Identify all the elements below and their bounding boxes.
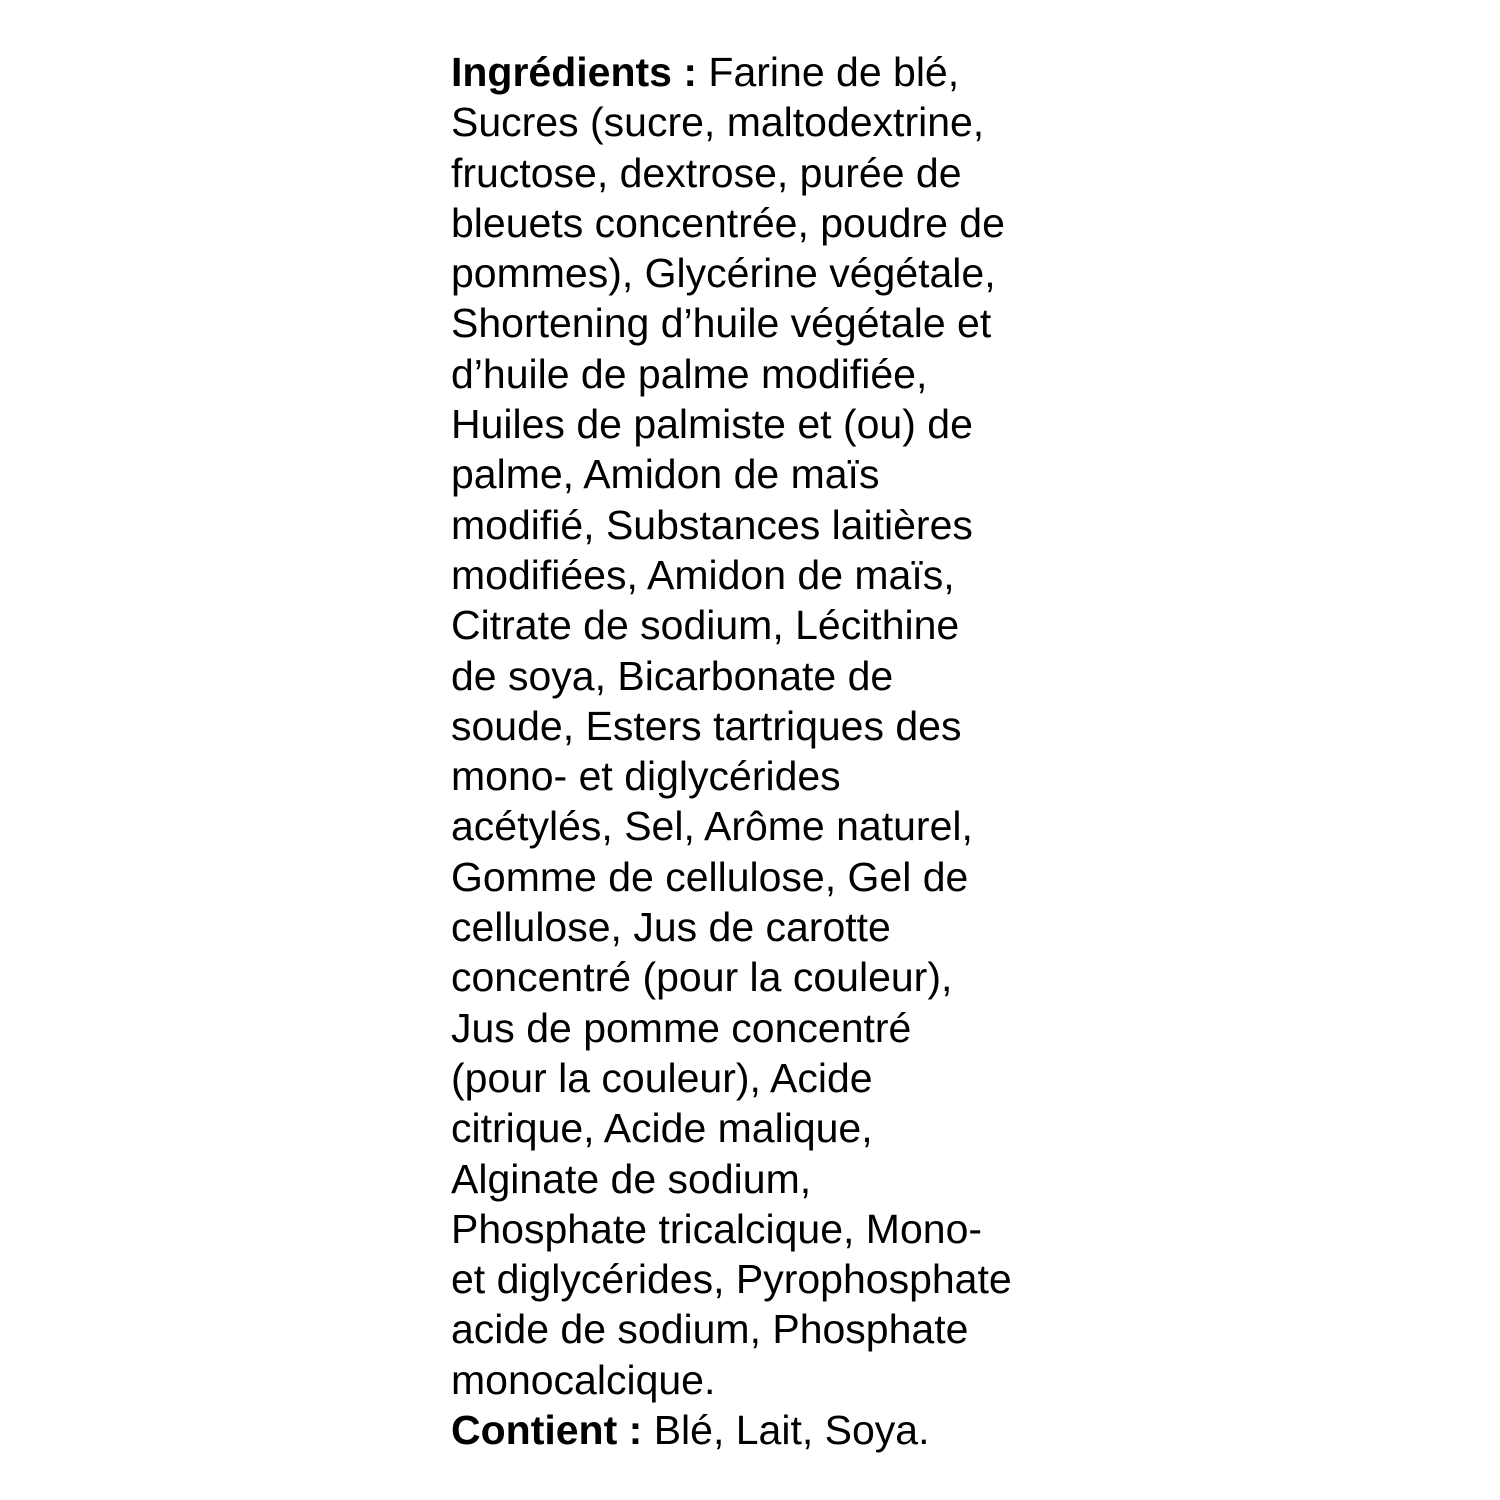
ingredient-line: acide de sodium, Phosphate bbox=[451, 1306, 969, 1353]
ingredient-line: de soya, Bicarbonate de bbox=[451, 652, 894, 699]
ingredients-first-text: Farine de blé, bbox=[697, 49, 960, 95]
ingredient-line: fructose, dextrose, purée de bbox=[451, 149, 962, 196]
ingredient-line: Shortening d’huile végétale et bbox=[451, 300, 992, 347]
ingredient-line: palme, Amidon de maïs bbox=[451, 451, 880, 498]
ingredient-line: Jus de pomme concentré bbox=[451, 1004, 912, 1051]
contains-line bbox=[451, 1405, 1091, 1455]
ingredient-line: d’huile de palme modifiée, bbox=[451, 350, 928, 397]
ingredient-line: mono- et diglycérides bbox=[451, 753, 841, 800]
ingredient-line: Gomme de cellulose, Gel de bbox=[451, 853, 969, 900]
ingredient-line: bleuets concentrée, poudre de bbox=[451, 199, 1005, 246]
contains-heading: Contient : bbox=[451, 1407, 643, 1454]
ingredient-line: concentré (pour la couleur), bbox=[451, 954, 953, 1001]
ingredient-line: monocalcique. bbox=[451, 1356, 716, 1403]
ingredient-line: acétylés, Sel, Arôme naturel, bbox=[451, 803, 973, 850]
ingredient-line: soude, Esters tartriques des bbox=[451, 702, 962, 749]
ingredient-line: Alginate de sodium, bbox=[451, 1155, 812, 1202]
ingredients-heading: Ingrédients : bbox=[451, 49, 698, 95]
ingredient-line: modifié, Substances laitières bbox=[451, 501, 973, 548]
ingredient-line: citrique, Acide malique, bbox=[451, 1105, 873, 1152]
ingredient-line: Phosphate tricalcique, Mono- bbox=[451, 1205, 983, 1252]
ingredient-line: pommes), Glycérine végétale, bbox=[451, 250, 996, 297]
ingredient-line: Sucres (sucre, maltodextrine, bbox=[451, 99, 985, 146]
ingredient-line: cellulose, Jus de carotte bbox=[451, 904, 891, 951]
ingredient-line: Citrate de sodium, Lécithine bbox=[451, 602, 960, 649]
ingredient-line: modifiées, Amidon de maïs, bbox=[451, 551, 955, 598]
ingredients-first-line bbox=[451, 47, 1091, 97]
ingredient-line: et diglycérides, Pyrophosphate bbox=[451, 1256, 1012, 1303]
contains-text: Blé, Lait, Soya. bbox=[642, 1407, 930, 1454]
ingredient-line: Huiles de palmiste et (ou) de bbox=[451, 401, 973, 448]
ingredient-line: (pour la couleur), Acide bbox=[451, 1054, 873, 1101]
ingredient-label bbox=[451, 47, 1091, 1455]
